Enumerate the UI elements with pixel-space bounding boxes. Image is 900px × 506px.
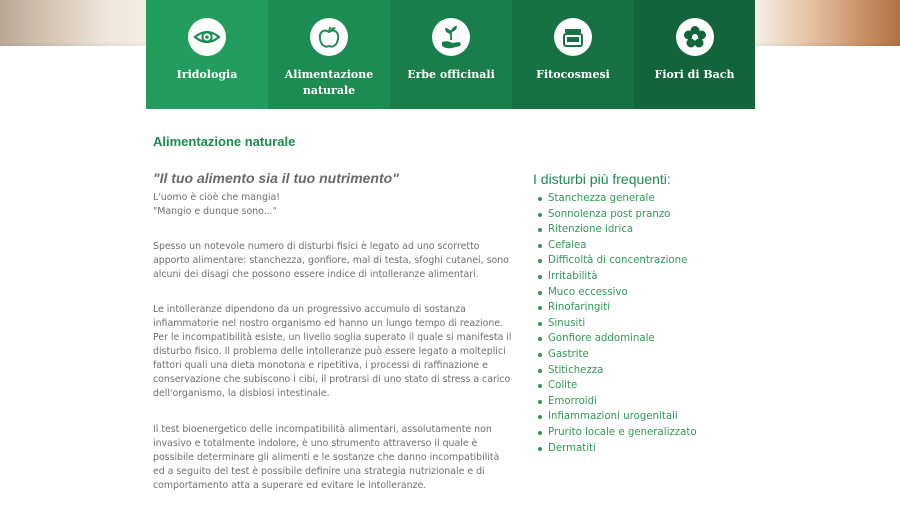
list-item-label: Infiammazioni urogenitali xyxy=(548,411,678,423)
list-item-label: Stitichezza xyxy=(548,364,604,376)
list-item[interactable] xyxy=(538,378,697,394)
herb-hand-icon xyxy=(432,18,470,56)
bullet-icon xyxy=(538,275,542,279)
menu-item-fiori-di-bach[interactable] xyxy=(634,0,755,109)
flower-icon xyxy=(676,18,714,56)
list-item[interactable] xyxy=(538,253,697,269)
list-item-label: Colite xyxy=(548,380,578,392)
body-paragraph-1: Spesso un notevole numero di disturbi fisici è legato ad uno scorretto apporto alimentare: stanchezza, gonfiore, mal di testa, sfoghi cutanei, sono alcuni dei disagi che possono essere indice di intolleranze alimentari. xyxy=(153,241,509,280)
bullet-icon xyxy=(538,322,542,326)
page-title: Alimentazione naturale xyxy=(153,134,296,149)
list-item-label: Muco eccessivo xyxy=(548,286,628,298)
bullet-icon xyxy=(538,244,542,248)
body-paragraph-3: Il test bioenergetico delle incompatibilità alimentari, assolutamente non invasivo e totalmente indolore, è uno strumento attraverso il quale è possibile determinare gli alimenti e le sostanze che danno incompatibilità ed a seguito del test è possibile definire una strategia nutrizionale e di comportamento atta a superare ed evitare le intolleranze. xyxy=(153,424,500,491)
cosmetic-jar-icon xyxy=(554,18,592,56)
bullet-icon xyxy=(538,447,542,451)
list-item[interactable] xyxy=(538,347,697,363)
menu-item-fitocosmesi[interactable] xyxy=(512,0,634,109)
list-item[interactable] xyxy=(538,191,697,207)
body-paragraph-2: Le intolleranze dipendono da un progressivo accumulo di sostanza infiammatorie nel nostro organismo ed hanno un lungo tempo di reazione. Per le incompatibilità esiste, un livello soglia superato il quale si manifesta il disturbo fisico. Il problema delle intolleranze può essere legato a molteplici fattori quali una dieta monotona e ripetitiva, i processi di raffinazione e conservazione che subiscono i cibi, il protrarsi di uno stato di stress a carico dell'organismo, la disbiosi intestinale. xyxy=(153,304,512,399)
list-item[interactable] xyxy=(538,207,697,223)
list-item[interactable] xyxy=(538,331,697,347)
bullet-icon xyxy=(538,400,542,404)
list-item-label: Gastrite xyxy=(548,348,589,360)
list-item[interactable] xyxy=(538,300,697,316)
list-item[interactable] xyxy=(538,316,697,332)
list-item-label: Dermatiti xyxy=(548,442,596,454)
intro-line-2: "Mangio e dunque sono..." xyxy=(153,206,277,217)
bullet-icon xyxy=(538,228,542,232)
intro-paragraph xyxy=(153,191,513,219)
list-item-label: Ritenzione idrica xyxy=(548,224,634,236)
quote-heading: "Il tuo alimento sia il tuo nutrimento" xyxy=(153,170,399,186)
bullet-icon xyxy=(538,431,542,435)
bullet-icon xyxy=(538,291,542,295)
menu-item-erbe[interactable] xyxy=(390,0,512,109)
sidebar-title: I disturbi più frequenti: xyxy=(533,171,671,187)
list-item-label: Sinusiti xyxy=(548,317,586,329)
bullet-icon xyxy=(538,259,542,263)
bullet-icon xyxy=(538,337,542,341)
list-item[interactable] xyxy=(538,394,697,410)
list-item[interactable] xyxy=(538,441,697,457)
menu-item-label: Alimentazione naturale xyxy=(284,68,374,97)
list-item-label: Rinofaringiti xyxy=(548,302,611,314)
list-item-label: Prurito locale e generalizzato xyxy=(548,426,697,438)
bullet-icon xyxy=(538,197,542,201)
menu-item-label: Erbe officinali xyxy=(407,68,495,81)
bullet-icon xyxy=(538,369,542,373)
menu-item-label: Fitocosmesi xyxy=(536,68,610,81)
list-item-label: Irritabilità xyxy=(548,270,598,282)
list-item-label: Cefalea xyxy=(548,239,587,251)
list-item[interactable] xyxy=(538,363,697,379)
disorders-list xyxy=(538,191,697,456)
list-item-label: Difficoltà di concentrazione xyxy=(548,255,688,267)
menu-item-label: Iridologia xyxy=(176,68,238,81)
list-item[interactable] xyxy=(538,409,697,425)
list-item-label: Sonnolenza post pranzo xyxy=(548,208,671,220)
menu-item-label: Fiori di Bach xyxy=(654,68,735,81)
list-item-label: Emorroidi xyxy=(548,395,597,407)
intro-line-1: L'uomo è cioè che mangia! xyxy=(153,192,281,203)
menu-item-alimentazione[interactable] xyxy=(268,0,390,109)
eye-icon xyxy=(188,18,226,56)
bullet-icon xyxy=(538,306,542,310)
bullet-icon xyxy=(538,353,542,357)
bullet-icon xyxy=(538,213,542,217)
bullet-icon xyxy=(538,384,542,388)
apple-icon xyxy=(310,18,348,56)
list-item-label: Stanchezza generale xyxy=(548,193,655,204)
list-item-label: Gonfiore addominale xyxy=(548,333,655,345)
list-item[interactable] xyxy=(538,238,697,254)
list-item[interactable] xyxy=(538,222,697,238)
list-item[interactable] xyxy=(538,425,697,441)
bullet-icon xyxy=(538,415,542,419)
main-menu xyxy=(146,0,755,109)
list-item[interactable] xyxy=(538,285,697,301)
menu-item-iridologia[interactable] xyxy=(146,0,268,109)
list-item[interactable] xyxy=(538,269,697,285)
